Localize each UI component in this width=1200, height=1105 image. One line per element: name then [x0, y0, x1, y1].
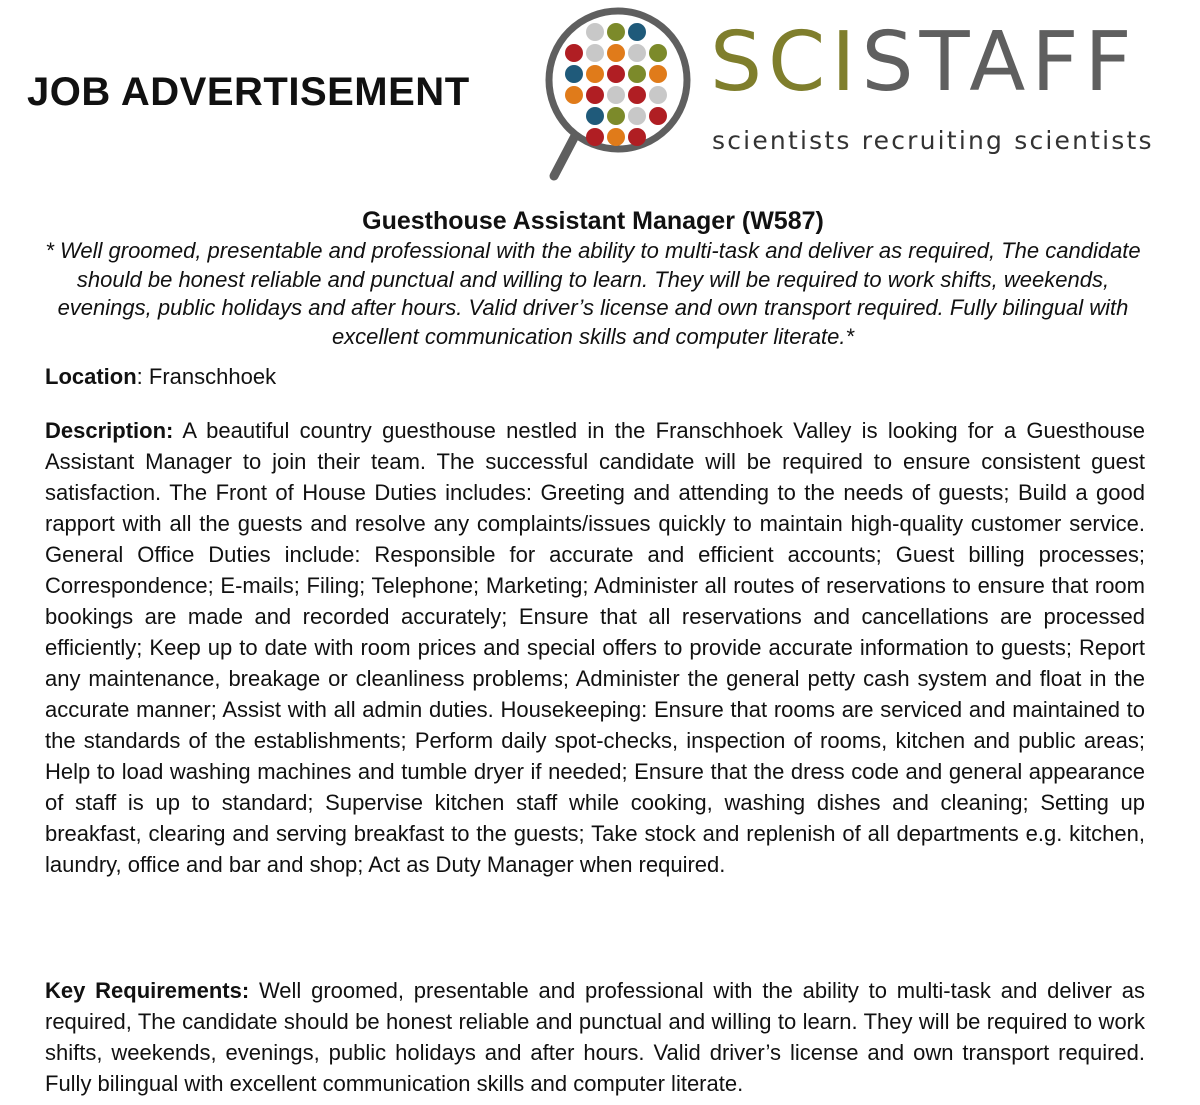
logo-word-staff: STAFF: [861, 15, 1138, 110]
logo-dot: [628, 86, 646, 104]
logo-dot: [586, 23, 604, 41]
logo-dot: [586, 86, 604, 104]
logo-dot: [607, 107, 625, 125]
scistaff-logo: [540, 4, 1190, 184]
job-summary: * Well groomed, presentable and professional with the ability to multi-task and deliver as required, The candidate should be honest reliable and punctual and willing to learn. They will be required to work shifts, weekends, evenings, public holidays and after hours. Valid driver’s license and own transport required. Fully bilingual with excellent communication skills and computer literate.*: [45, 238, 1141, 349]
requirements-label: Key Requirements:: [45, 978, 250, 1003]
location-label: Location: [45, 364, 137, 389]
logo-dot: [607, 44, 625, 62]
logo-dot: [628, 107, 646, 125]
logo-tagline: scientists recruiting scientists: [712, 126, 1154, 155]
logo-dot: [607, 86, 625, 104]
logo-word-sci: SCI: [710, 15, 862, 110]
description-field: [45, 415, 1145, 880]
job-title: Guesthouse Assistant Manager (W587): [362, 207, 824, 235]
logo-dot: [607, 128, 625, 146]
page-header: [0, 0, 1200, 190]
logo-dot: [649, 65, 667, 83]
location-field: [45, 361, 1145, 392]
logo-dot: [649, 86, 667, 104]
magnifier-dots-logo-icon: [540, 4, 700, 184]
logo-dot: [628, 128, 646, 146]
logo-dot: [565, 65, 583, 83]
description-text: A beautiful country guesthouse nestled in the Franschhoek Valley is looking for a Guesthouse Assistant Manager to join their team. The successful candidate will be required to ensure consistent guest satisfaction. The Front of House Duties includes: Greeting and attending to the needs of guests; Build a good rapport with all the guests and resolve any complaints/issues quickly to maintain high-quality customer service. General Office Duties include: Responsible for accurate and efficient accounts; Guest billing processes; Correspondence; E-mails; Filing; Telephone; Marketing; Administer all routes of reservations to ensure that room bookings are made and recorded accurately; Ensure that all reservations and cancellations are processed efficiently; Keep up to date with room prices and special offers to provide accurate information to guests; Report any maintenance, breakage or cleanliness problems; Administer the general petty cash system and float in the accurate manner; Assist with all admin duties. Housekeeping: Ensure that rooms are serviced and maintained to the standards of the establishments; Perform daily spot-checks, inspection of rooms, kitchen and public areas; Help to load washing machines and tumble dryer if needed; Ensure that the dress code and general appearance of staff is up to standard; Supervise kitchen staff while cooking, washing dishes and cleaning; Setting up breakfast, clearing and serving breakfast to the guests; Take stock and replenish of all departments e.g. kitchen, laundry, office and bar and shop; Act as Duty Manager when required.: [45, 418, 1145, 877]
logo-dot: [586, 128, 604, 146]
requirements-field: [45, 975, 1145, 1099]
logo-dot: [565, 44, 583, 62]
logo-dot: [649, 107, 667, 125]
logo-dot: [607, 65, 625, 83]
logo-dot: [628, 44, 646, 62]
logo-dot: [607, 23, 625, 41]
requirements-text: Well groomed, presentable and professional with the ability to multi-task and deliver as required, The candidate should be honest reliable and punctual and willing to learn. They will be required to work shifts, weekends, evenings, public holidays and after hours. Valid driver’s license and own transport required. Fully bilingual with excellent communication skills and computer literate.: [45, 978, 1145, 1096]
logo-dot: [586, 107, 604, 125]
logo-dot: [586, 44, 604, 62]
logo-wordmark: [710, 15, 1138, 110]
location-value: : Franschhoek: [136, 364, 277, 389]
description-label: Description:: [45, 418, 174, 443]
page-heading: JOB ADVERTISEMENT: [27, 70, 470, 114]
logo-dot: [628, 23, 646, 41]
logo-dot: [628, 65, 646, 83]
logo-dot: [565, 86, 583, 104]
logo-dot: [649, 44, 667, 62]
logo-dot: [586, 65, 604, 83]
